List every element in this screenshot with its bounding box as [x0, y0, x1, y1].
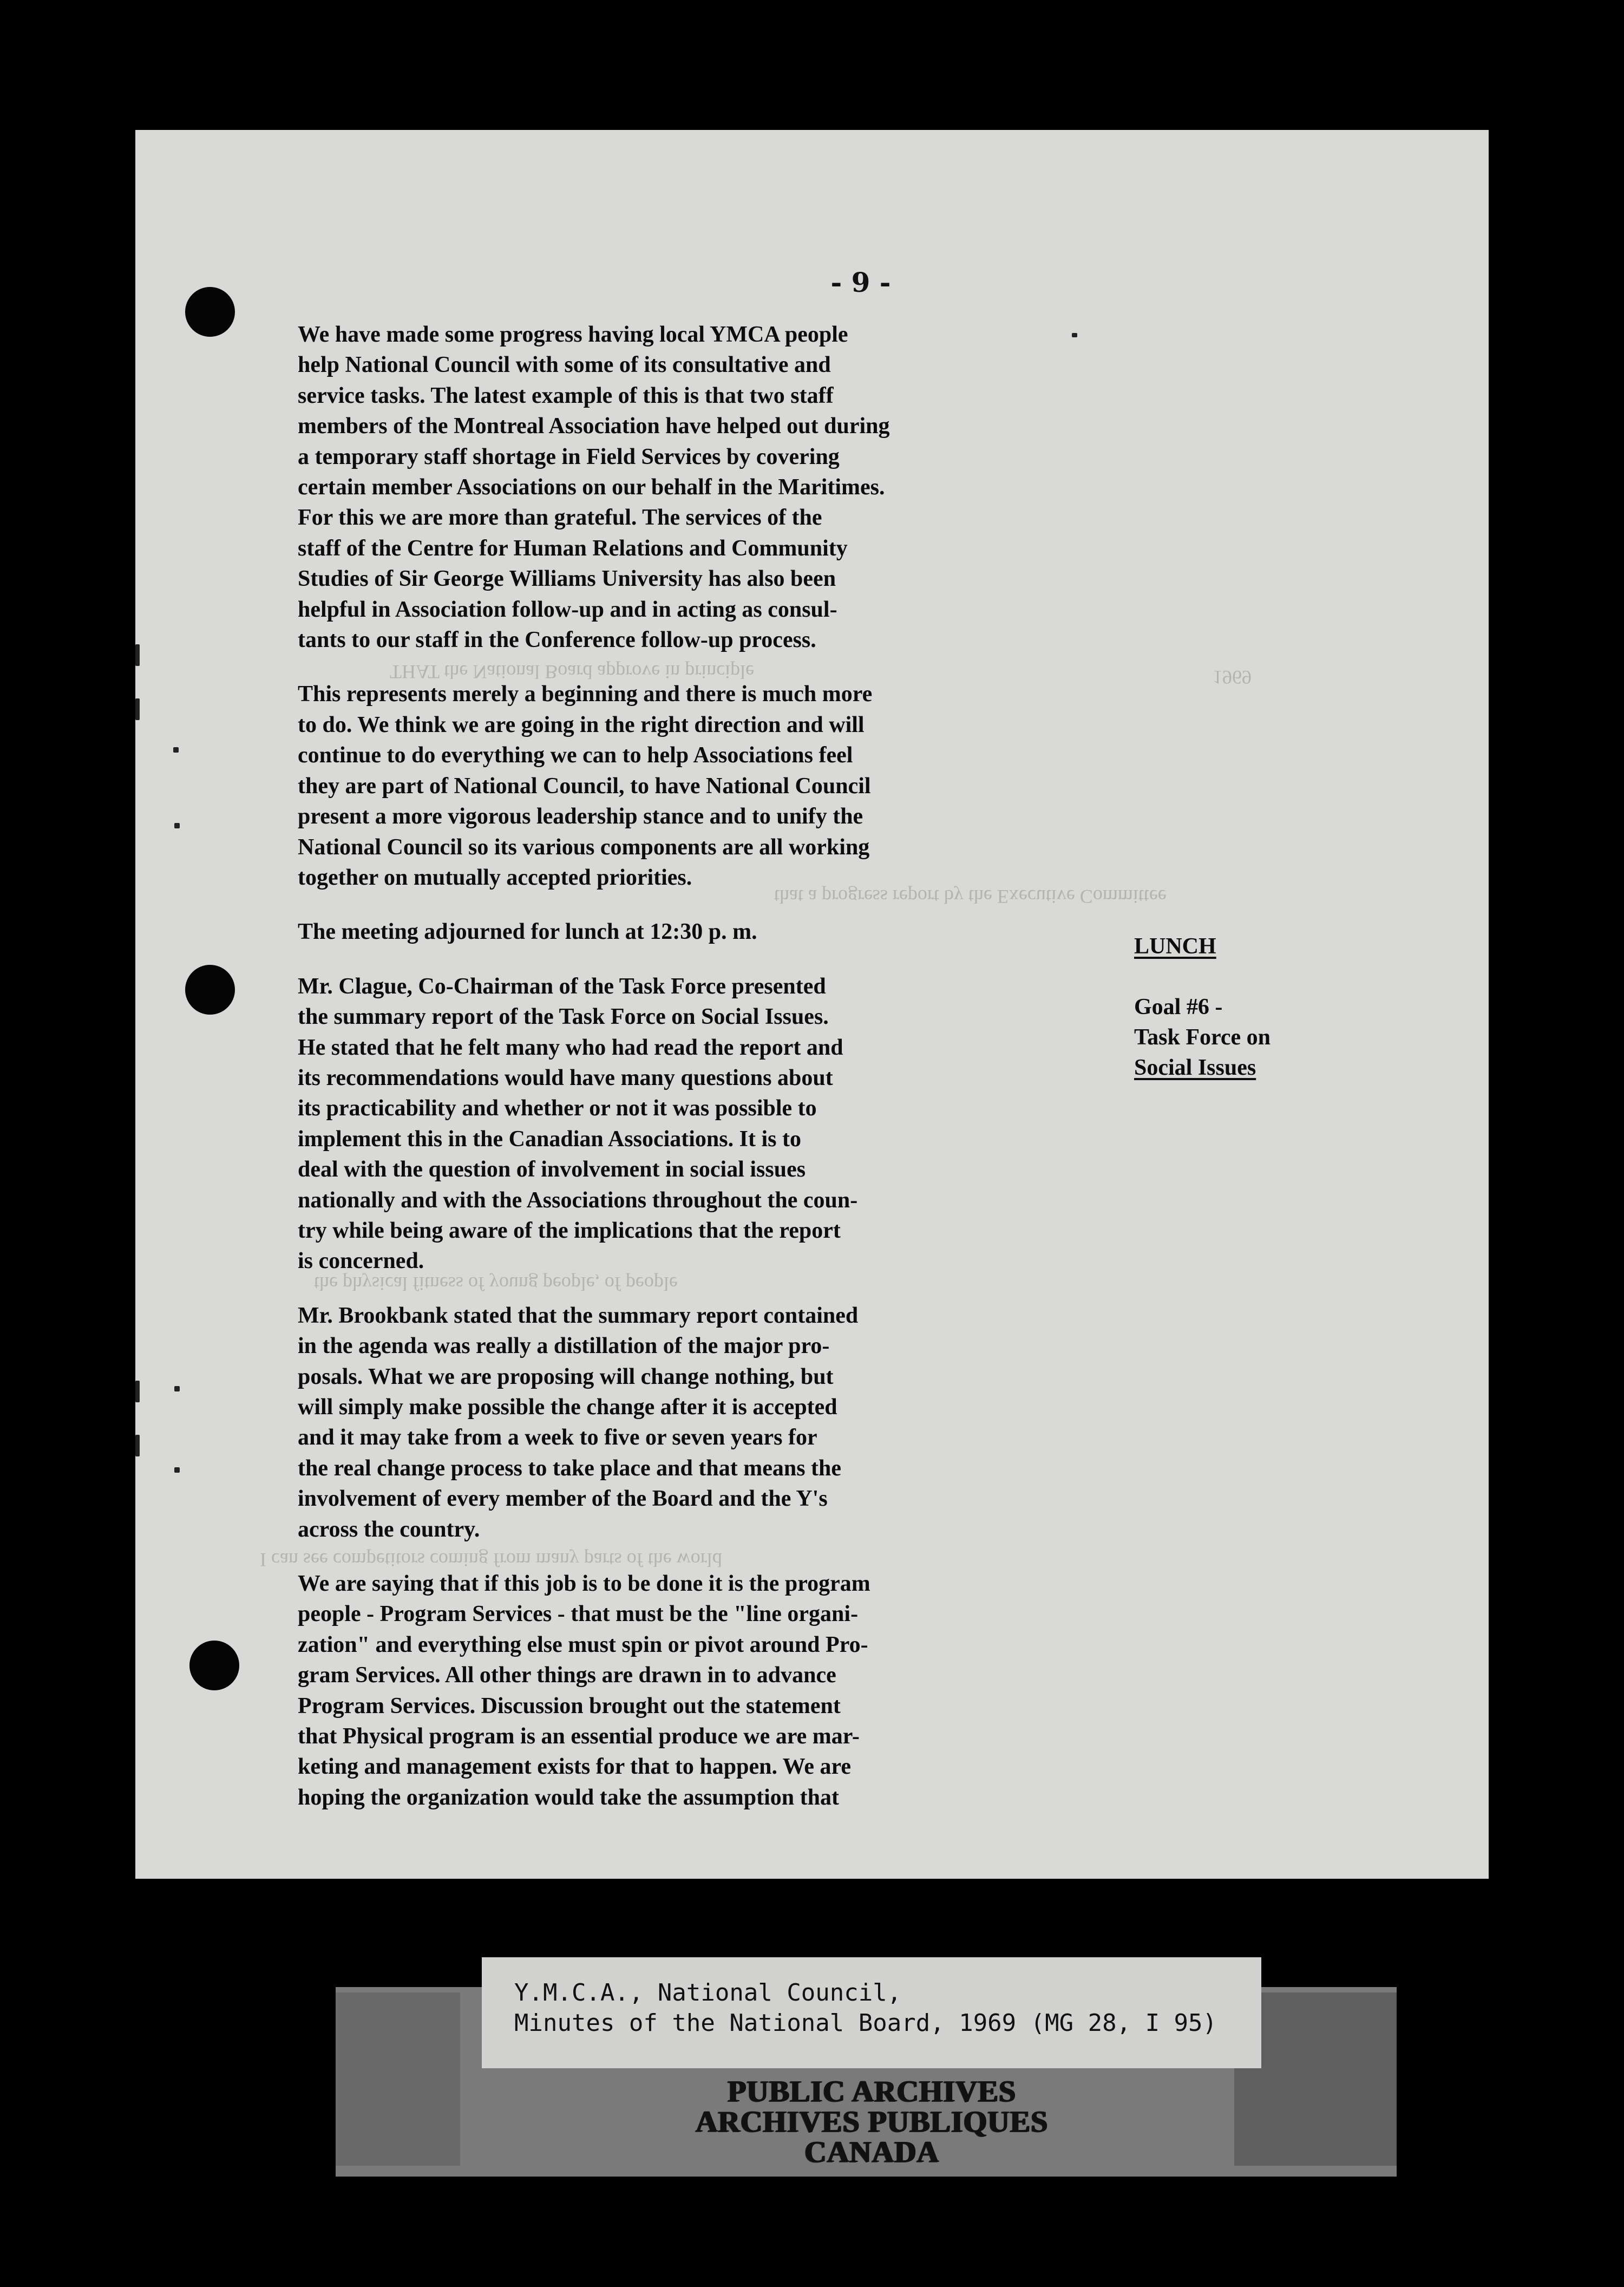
margin-mark [173, 747, 179, 753]
archive-label-line: Minutes of the National Board, 1969 (MG 28, I 95) [514, 2009, 1217, 2037]
sidenote-goal-line: Goal #6 - [1134, 995, 1223, 1020]
archive-label [482, 1957, 1261, 2068]
paragraph-program-services: We are saying that if this job is to be done it is the program people - Program Services - that must be the "line organi- zation" and everything else must spin or pivot around Pro- gram Services. All other things are drawn in to advance Program Services. Discussion brought out the statement that Physical program is an essential produce we are mar- keting and management exists for that to happen. We are hoping the organization would take the assumption that [298, 1571, 870, 1810]
document-page [135, 130, 1489, 1879]
archive-stamp-line: ARCHIVES PUBLIQUES [695, 2105, 1048, 2139]
sidenote-goal-line: Task Force on [1134, 1025, 1271, 1050]
show-through-text: that a progress report by the Executive Committee [774, 886, 1167, 907]
sidenote-goal [1134, 992, 1340, 1083]
margin-mark [135, 644, 140, 666]
punch-hole-middle [185, 965, 235, 1015]
margin-mark [135, 698, 140, 720]
minutes-body [298, 319, 1272, 1837]
paragraph-beginning: This represents merely a beginning and there is much more to do. We think we are going in the right direction and will continue to do everything we can to help Associations feel they are part of National Council, to have National Council present a more vigorous leadership stance and to unify the National Council so its various components are all working together on mutually accepted priorities. [298, 682, 873, 890]
mount-left [336, 1992, 460, 2166]
margin-mark [174, 1467, 180, 1473]
sidenote-goal-line: Social Issues [1134, 1055, 1256, 1080]
page-number: - 9 - [830, 266, 891, 298]
sidenote-lunch: LUNCH [1134, 934, 1216, 959]
archive-label-line: Y.M.C.A., National Council, [514, 1979, 902, 2007]
punch-hole-bottom [189, 1641, 239, 1690]
show-through-text: the physical fitness of young people, of people [314, 1273, 678, 1295]
punch-hole-top [185, 287, 235, 337]
paragraph-lunch-adjourn: The meeting adjourned for lunch at 12:30 p. m. [298, 919, 757, 945]
show-through-text: I can see competitors coming from many parts of the world [260, 1549, 722, 1571]
paragraph-brookbank: Mr. Brookbank stated that the summary report contained in the agenda was really a distillation of the major pro- posals. What we are proposing will change nothing, but will simply make possible the change after it is accepted and it may take from a week to five or seven years for the real change process to take place and that means the involvement of every member of the Board and the Y's across the country. [298, 1303, 859, 1542]
margin-mark [174, 823, 180, 828]
archive-stamp-line: PUBLIC ARCHIVES [727, 2075, 1016, 2108]
archive-stamp-line: CANADA [804, 2135, 939, 2169]
paragraph-clague: Mr. Clague, Co-Chairman of the Task Force presented the summary report of the Task Force on Social Issues. He stated that he felt many who had read the report and its recommendations would have many questions about its practicability and whether or not it was possible to implement this in the Canadian Associations. It is to deal with the question of involvement in social issues nationally and with the Associations throughout the coun- try while being aware of the implications that the report is concerned. [298, 973, 858, 1274]
margin-mark [135, 1381, 140, 1402]
margin-mark [135, 1435, 140, 1456]
margin-mark [174, 1386, 180, 1391]
archive-stamp [639, 2076, 1104, 2167]
show-through-text: THAT the National Board approve in principle [390, 661, 755, 683]
paragraph-progress: We have made some progress having local YMCA people help National Council with some of its consultative and service tasks. The latest example of this is that two staff members of the Montreal Association have helped out during a temporary staff shortage in Field Services by covering certain member Associations on our behalf in the Maritimes. For this we are more than grateful. The services of the staff of the Centre for Human Relations and Community Studies of Sir George Williams University has also been helpful in Association follow-up and in acting as consul- tants to our staff in the Conference follow-up process. [298, 322, 890, 653]
show-through-text: 1969 [1213, 667, 1252, 688]
